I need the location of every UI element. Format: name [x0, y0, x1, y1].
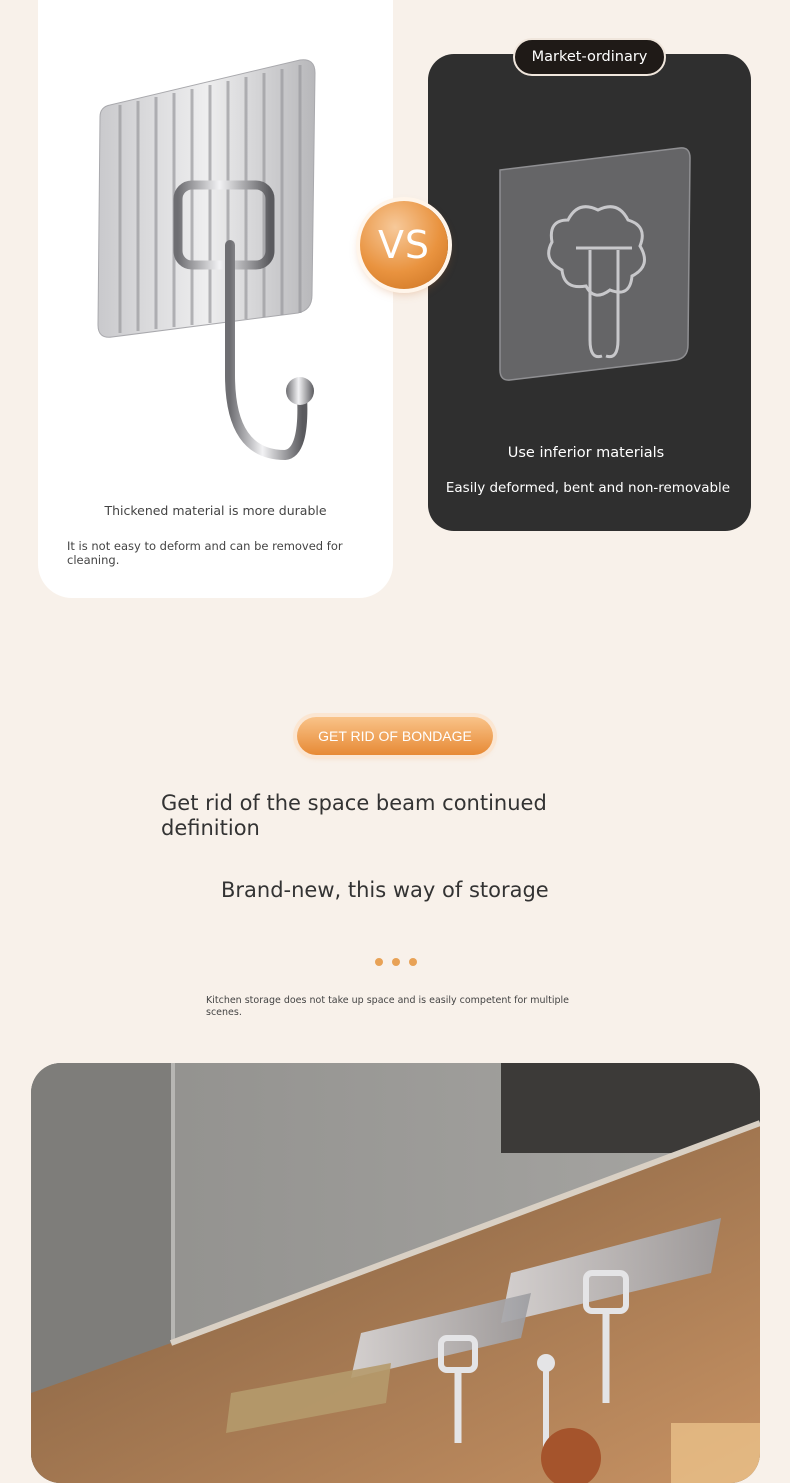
dot-2: [392, 958, 400, 966]
get-rid-of-bondage-pill: GET RID OF BONDAGE: [297, 717, 493, 755]
premium-removable-text: It is not easy to deform and can be removed for cleaning.: [67, 539, 343, 567]
kitchen-hooks-photo: [31, 1063, 760, 1483]
section-subline: Brand-new, this way of storage: [221, 878, 549, 902]
premium-hook-image: [90, 55, 330, 475]
vs-badge: VS: [360, 201, 448, 289]
market-ordinary-badge: Market-ordinary: [513, 38, 666, 76]
market-inferior-text: Use inferior materials: [507, 445, 665, 461]
section-headline: Get rid of the space beam continued definition: [161, 791, 547, 840]
section-caption: Kitchen storage does not take up space and is easily competent for multiple scenes.: [206, 995, 570, 1018]
dot-3: [409, 958, 417, 966]
premium-durable-text: Thickened material is more durable: [104, 503, 327, 518]
dot-1: [375, 958, 383, 966]
market-hook-image: [490, 140, 705, 390]
market-deformed-text: Easily deformed, bent and non-removable: [445, 480, 731, 496]
